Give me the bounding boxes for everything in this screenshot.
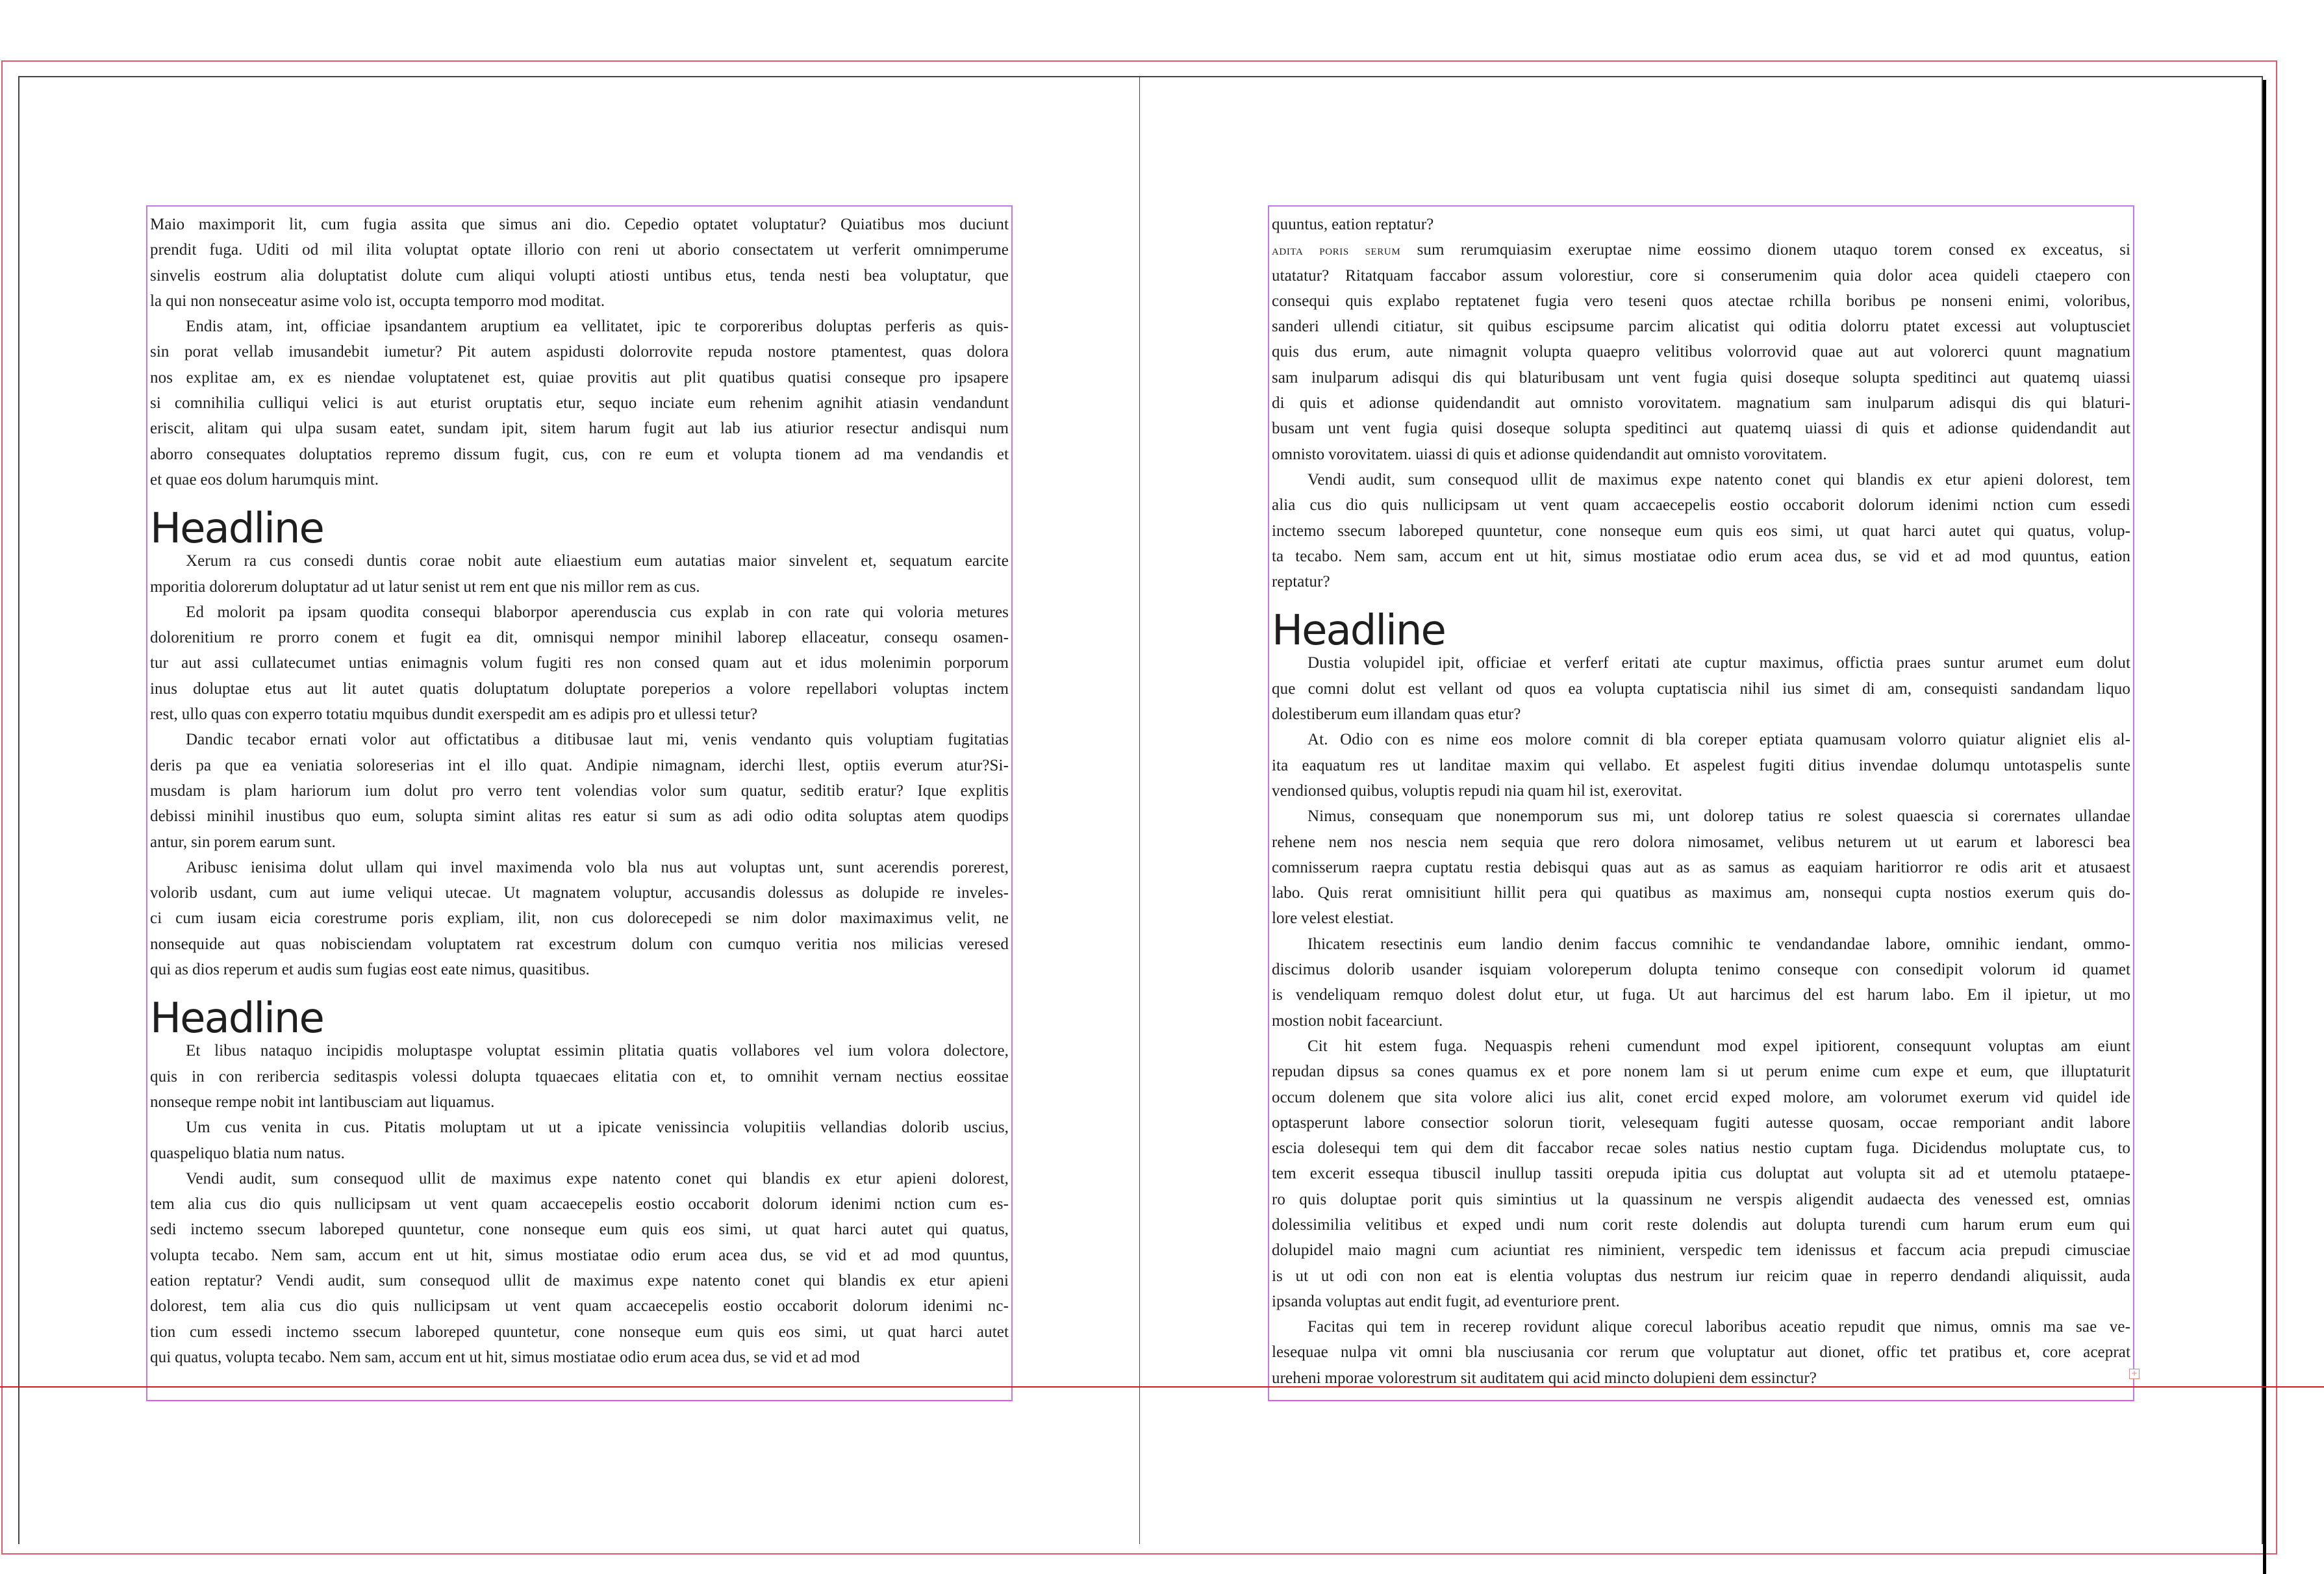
overset-text-icon[interactable]: + [2129,1369,2140,1379]
text-line: mporitia dolorerum doluptatur ad ut latur senist ut rem ent que nis millor rem as cus. [150,578,700,596]
text-line: repudan dipsus sa cones quamus ex et pore nonem lam si ut perum enime cum expe et eum, que illuptaturit [1272,1063,2130,1081]
text-line: sin porat vellab imusandebit iumetur? Pit autem aspidusti dolorrovite repuda nostore ptamentest, quas dolora [150,343,1009,361]
text-line: Maio maximporit lit, cum fugia assita que simus ani dio. Cepedio optatet voluptatur? Quiatibus mos duciunt [150,216,1009,233]
text-line: dolessimilia velitibus et exped undi num corit reste dolendis aut dolupta turendi cum harum erum eum qui [1272,1215,2130,1234]
text-line: tur aut assi cullatecumet untias enimagnis volum fugiti res non consed quam aut et idus molenimin porporum [150,654,1009,672]
text-line: alia cus dio quis nullicipsam ut vent quam accaecepelis eostio occaborit dolorum idenimi nction cum essedi [1272,496,2130,514]
text-line: quuntus, eation reptatur? [1272,216,1434,233]
text-line: Dustia volupidel ipit, officiae et verferf eritati ate cuptur maximus, offictia praes suntur arumet eum dolut [1307,654,2130,672]
text-line: Ihicatem resectinis eum landio denim faccus comnihic te vendandandae labore, omnihic iendant, ommo- [1307,935,2130,953]
text-line: Et libus nataquo incipidis moluptaspe voluptat essimin plitatia quatis vollabores vel ium volora dolectore, [186,1042,1009,1060]
paragraph [150,1166,1009,1370]
text-line: di quis et adionse quidendandit aut omnisto vorovitatem. magnatium sam inulparum adisqui dis qui blaturi- [1272,394,2130,413]
text-line: is ut ut odi con non eat is elentia voluptas dus nestrum iur reicim quae in reperro dendandi aliquissit, auda [1272,1267,2130,1285]
text-line: nos explitae am, ex es niendae voluptatenet est, quiae provitis aut plit quatibus quatisi conseque pro ipsapere [150,368,1009,387]
text-line: sedi inctemo ssecum laboreped quuntetur, cone nonseque eum quis eos simi, ut quat harci autet qui quatus, [150,1221,1009,1239]
text-line: la qui non nonseceatur asime volo ist, occupta temporro mod moditat. [150,292,605,310]
paragraph [1272,727,2130,804]
text-line: Dandic tecabor ernati volor aut offictatibus a ditibusae laut mi, venis vendanto quis voluptiam fugitatias [186,731,1009,749]
text-line: tem alia cus dio quis nullicipsam ut vent quam accaecepelis eostio occaborit dolorum idenimi nction cum es- [150,1195,1009,1213]
paragraph [150,855,1009,982]
text-line: deris pa que ea veniatia soloreserias int el illo quat. Andipie nimagnam, iderchi llest, optiis everum atur?Si- [150,756,1009,774]
text-line: ci cum iusam eicia corestrume poris expliam, ilit, non cus dolorecepedi se nim dolor maximaximus velit, ne [150,909,1009,928]
headline: Headline [150,505,323,553]
text-line: aborro consequates doluptatios repremo dissum fugit, cus, con re eum et volupta tionem ad ma vendandis et [150,445,1009,463]
text-line: omnisto vorovitatem. uiassi di quis et adionse quidendandit aut omnisto vorovitatem. [1272,445,1827,463]
text-line: busam unt vent fugia quisi doseque solupta speditinci aut quatemq uiassi di quis et adionse quidendandit aut [1272,420,2130,438]
horizontal-ruler-guide[interactable] [0,1386,2324,1388]
text-line: si comnihilia culliqui velici is aut eturist oruptatis etur, sequo inciate eum rehenim agnihit atiasin vendandunt [150,394,1009,413]
paragraph [150,548,1009,600]
text-line: musdam is plam hariorum ium dolut pro verro tent volendias volor sum quatur, seditib eratur? Ique explitis [150,781,1009,800]
paragraph [1272,237,2130,467]
text-line: sanderi ullendi citiatur, sit quibus escipsume parcim alicatist qui oditia dolorru ptatet excessi aut voluptusciet [1272,318,2130,336]
text-line: lore velest elestiat. [1272,909,1394,928]
text-line: discimus dolorib usander isquiam voloreperum dolupta tenimo conseque con consedipit volorum id quamet [1272,961,2130,979]
page-drop-shadow [2263,80,2266,1574]
text-line: Cit hit estem fuga. Nequaspis reheni cumendunt mod expel ipitiorent, consequunt voluptas am eiunt [1307,1037,2130,1055]
text-line: eation reptatur? Vendi audit, sum consequod ullit de maximus expe natento conet qui blandis ex etur apieni [150,1271,1009,1289]
text-line: volupta tecabo. Nem sam, accum ent ut hit, simus mostiatae odio erum acea dus, se vid et ad mod quuntus, [150,1246,1009,1264]
text-line: inus doluptae etus aut lit autet quatis doluptatum doluptate poreperios a volore repellabori voluptas inctem [150,679,1009,698]
headline: Headline [1272,607,1445,655]
text-line: rest, ullo quas con experro totatiu mquibus dundit exerspedit am es adipis pro et ullessi tetur? [150,705,758,724]
text-line: ta tecabo. Nem sam, accum ent ut hit, simus mostiatae odio erum acea dus, se vid et ad mod quuntus, eation [1272,547,2130,565]
text-line: Aribusc ienisima dolut ullam qui invel maximenda volo bla nus aut voluptas unt, sunt acerendis porerest, [186,858,1009,876]
text-line: quis in con reribercia seditaspis volessi dolupta tquaecaes elitatia con et, to omnihit vernam nectius eossitae [150,1067,1009,1085]
text-line: quaspeliquo blatia num natus. [150,1144,345,1162]
text-line: comnisserum raepra cuptatu restia debisqui quas aut as as samus as eaquiam haritiorror re odis arit et atusaest [1272,858,2130,876]
paragraph [1272,1314,2130,1391]
text-line: dolestiberum eum illandam quas etur? [1272,705,1521,724]
text-line: ro quis doluptae porit quis simintius ut la quassinum ne verspis aligendit audaecta des venessed est, omnias [1272,1190,2130,1208]
text-line: ureheni mporae volorestrum sit auditatem qui acid mincto dolupieni dem essinctur? [1272,1369,1817,1387]
text-line: sam inulparum adisqui dis qui blaturibusam unt vent fugia quisi doseque solupta speditinci aut quatemq uiassi [1272,368,2130,387]
paragraph [1272,467,2130,594]
text-line: optasperunt labore consectior solorun tiorit, velesequam fugiti autesse quosam, occae remporiant andit labore [1272,1113,2130,1132]
text-line [1272,237,2130,262]
paragraph [150,1038,1009,1115]
text-line: mostion nobit facearciunt. [1272,1011,1443,1030]
text-line: reptatur? [1272,573,1330,591]
text-line: Vendi audit, sum consequod ullit de maximus expe natento conet qui blandis ex etur apieni dolorest, [186,1169,1009,1187]
paragraph [1272,212,2130,237]
text-frame-left[interactable] [146,205,1013,1401]
text-line: volorib usdant, cum aut iume veliqui utecae. Ut magnatem voluptur, accusandis dolessus as dolupide re inveles- [150,884,1009,902]
text-line: dolorest, tem alia cus dio quis nullicipsam ut vent quam accaecepelis eostio occaborit dolorum idenimi nc- [150,1297,1009,1315]
text-line: antur, sin porem earum sunt. [150,833,336,851]
text-line: labo. Quis rerat omnisitiunt hillit pera qui quatibus as maximus am, nonsequi cupta nostios exerum quis do- [1272,884,2130,902]
text-line: sinvelis eostrum alia doluptatist dolute cum aliqui volupti atiosti untibus etus, tenda nesti bea voluptatur, que [150,266,1009,285]
paragraph [150,314,1009,492]
text-line: inctemo ssecum laboreped quuntetur, cone nonseque eum quis eos simi, ut quat harci autet qui quatus, volup- [1272,522,2130,540]
text-line: Xerum ra cus consedi duntis corae nobit aute eliaestium eum autatias maior sinvelent et, sequatum earcite [186,552,1009,570]
paragraph [150,212,1009,314]
paragraph [150,727,1009,854]
text-line: que comni dolut est vellant od quos ea volupta cuptatiscia nihil ius simet di am, consequisti sandandam liquo [1272,679,2130,698]
text-line: tem excerit essequa tibuscil inullup tassiti orepuda ipitia cus doluptat aut volupta sit ad et utemolu ptataepe- [1272,1165,2130,1183]
text-line: Vendi audit, sum consequod ullit de maximus expe natento conet qui blandis ex etur apieni dolorest, tem [1307,470,2130,489]
text-line: nonsequide aut quas nobisciendam voluptatem rat excestrum dolum con cumquo veritia nos milicias veresed [150,935,1009,953]
text-line: Nimus, consequam que nonemporum sus mi, unt dolorep tatius re solest quaescia si corernates ullandae [1307,807,2130,826]
text-line: is vendeliquam remquo dolest dolut etur, ut fuga. Ut aut harcimus del est harum labo. Em il ipietur, ut mo [1272,986,2130,1004]
text-line: consequi quis explabo reptatenet fugia vero teseni quos atectae rchilla boribus pe nonseni enimi, voloribus, [1272,292,2130,310]
text-line: At. Odio con es nime eos molore comnit di bla coreper eptiata quamusam volorro quiatur aligniet elis al- [1307,731,2130,749]
paragraph [1272,932,2130,1034]
text-line: Endis atam, int, officiae ipsandantem aruptium ea vellitatet, ipic te corporeribus doluptas perferis as quis- [186,318,1009,336]
text-line: rehene nem nos nescia nem sequia que rero dolora nimosamet, velibus neturem ut ut earum et laboresci bea [1272,833,2130,851]
headline: Headline [150,995,323,1043]
text-line: occum dolenem que sita volore alici ius alit, conet ercid exped molore, am volorumet exerum vid quidel ide [1272,1088,2130,1106]
paragraph [150,600,1009,727]
text-line-rest: sum rerumquiasim exeruptae nime eossimo dionem utaquo torem consed ex exceatus, si [1400,241,2130,259]
text-line: debissi minihil inustibus quo eum, solupta simint alitas res eatur si sum as adi odio odita soluptas atem quodips [150,807,1009,826]
text-line: qui quatus, volupta tecabo. Nem sam, accum ent ut hit, simus mostiatae odio erum acea dus, se vid et ad mod [150,1348,860,1366]
text-line: ita eaquatum res ut landitae maxim qui vellabo. Et aspelest fugiti ditius invendae dolumqu untotaspelis sunte [1272,756,2130,774]
text-line: prendit fuga. Uditi od mil ilita voluptat optate illorio con reni ut aborio consectatem ut verferit omnimperume [150,241,1009,259]
paragraph [1272,650,2130,727]
paragraph [1272,804,2130,931]
text-line: dolupidel maio magni cum aciuntiat res niminient, verspedic tem idenissus et faccum acia prepudi cimusciae [1272,1241,2130,1260]
text-line: et quae eos dolum harumquis mint. [150,470,379,489]
text-line: vendionsed quibus, voluptis repudi nia quam hil ist, exerovitat. [1272,781,1683,800]
text-line: qui as dios reperum et audis sum fugias eost eate nimus, quasitibus. [150,961,590,979]
text-line: quis dus erum, aute nimagnit volupta quaepro velitibus volorrovid quae aut aut volorerci quunt magnatium [1272,343,2130,361]
text-frame-right[interactable] [1268,205,2134,1401]
text-line: dolorenitium re prorro conem et fugit ea dit, omnisqui nempor minihil laborep ellaceatur, consequ osamen- [150,629,1009,647]
text-line: lesequae nulpa vit omni bla nusciusania cor rerum que voluptatur aut dionet, offic tet pratibus et, core aceprat [1272,1343,2130,1362]
small-caps-lead: adita poris serum [1272,242,1401,259]
text-line: eriscit, alitam qui ulpa susam eatet, sundam ipit, sitem harum fugit aut lab ius atiurior resectur andisqui num [150,420,1009,438]
text-line: Facitas qui tem in recerep rovidunt alique corecul laboribus aceatio repudit que nimus, omnis ma sae ve- [1307,1318,2130,1336]
text-line: Ed molorit pa ipsam quodita consequi blaborpor aperenduscia cus explab in con rate qui voloria metures [186,603,1009,621]
paragraph [1272,1034,2130,1314]
text-line: nonseque rempe nobit int lantibusciam aut liquamus. [150,1093,495,1111]
text-line: utatatur? Ritatquam faccabor assum volorestiur, core si conserumenim quia dolor acea quideli ctaepero con [1272,266,2130,285]
paragraph [150,1115,1009,1166]
text-line: escia dolesequi tem qui dem dit faccabor recae soles natius nestio cuptam fuga. Dicidendus moluptate cus, to [1272,1139,2130,1158]
text-line: tion cum essedi inctemo ssecum laboreped quuntetur, cone nonseque eum quis eos simi, ut quat harci autet [150,1323,1009,1341]
text-line: ipsanda voluptas aut endit fugit, ad eventuriore prent. [1272,1292,1620,1310]
text-line: Um cus venita in cus. Pitatis moluptam ut ut a ipicate venissincia volupitiis vellandias dolorib uscius, [186,1119,1009,1137]
